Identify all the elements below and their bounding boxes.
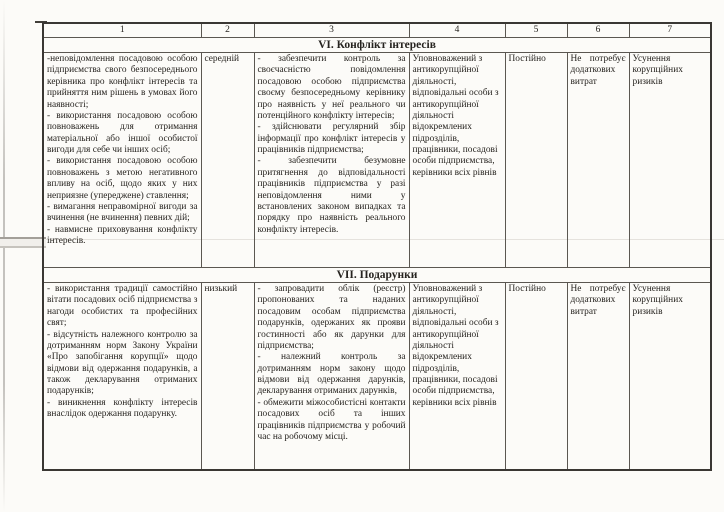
column-number-header: 7 xyxy=(629,23,711,38)
column-number-row xyxy=(43,23,711,38)
corruption-risk-table xyxy=(42,22,712,471)
risk-item: - використання традиції самостійно вітати посадових осіб підприємства з нагоди особистих та професійних свят; xyxy=(47,284,198,329)
result-cell xyxy=(629,53,711,268)
column-number-header: 5 xyxy=(505,23,567,38)
risk-item: - виникнення конфлікту інтересів внаслідок одержання подарунку. xyxy=(47,397,198,420)
resources-text: Не потребує додаткових витрат xyxy=(570,284,626,317)
column-number-header: 2 xyxy=(201,23,254,38)
fold-line-left-artifact xyxy=(0,237,46,248)
resources-cell xyxy=(567,283,629,470)
responsible-cell xyxy=(409,53,505,268)
risk-item: - навмисне приховування конфлікту інтересів. xyxy=(47,224,198,246)
measures-cell xyxy=(254,53,409,268)
section-vi-title-row xyxy=(43,38,711,53)
measure-item: - обмежити міжособистісні контакти посадових осіб та інших працівників підприємства у робочий час на робочому місці. xyxy=(257,397,406,442)
term-text: Постійно xyxy=(508,284,546,294)
responsible-text: Уповноважений з антикорупційної діяльності, відповідальні особи з антикорупційної діяльності відокремлених підрозділів, працівники, посадові особи підприємства, керівники всіх рівнів xyxy=(412,284,499,408)
expected-result-text: Усунення корупційних ризиків xyxy=(632,54,683,87)
column-number-header: 6 xyxy=(567,23,629,38)
section-title: VII. Подарунки xyxy=(43,268,711,283)
risk-level-cell xyxy=(201,283,254,470)
term-cell xyxy=(505,283,567,470)
result-cell xyxy=(629,283,711,470)
risk-item: - використання посадовою особою повноважень з метою негативного впливу на осіб, щодо яких у них неприязне (упереджене) ставлення; xyxy=(47,156,198,201)
column-number-header: 4 xyxy=(409,23,505,38)
column-number-header: 1 xyxy=(43,23,201,38)
risk-description-cell xyxy=(43,53,201,268)
risk-item: - використання посадовою особою повноважень для отримання матеріальної або іншої особистої вигоди для себе чи інших осіб; xyxy=(47,110,198,155)
measures-cell xyxy=(254,283,409,470)
risk-level: середній xyxy=(204,54,240,64)
risk-level: низький xyxy=(204,284,238,294)
responsible-text: Уповноважений з антикорупційної діяльності, відповідальні особи з антикорупційної діяльності відокремлених підрозділів, працівники, посадові особи підприємства, керівники всіх рівнів xyxy=(412,54,499,178)
term-cell xyxy=(505,53,567,268)
risk-item: - відсутність належного контролю за дотриманням норм Закону України «Про запобігання корупції» щодо відмови від одержання подарунків, а також декларування отриманих подарунків; xyxy=(47,329,198,397)
risk-item: - вимагання неправомірної вигоди за вчинення (не вчинення) певних дій; xyxy=(47,201,198,224)
measure-item: - належний контроль за дотриманням норм закону щодо відмови від одержання дарунків, декларування отриманих дарунків, xyxy=(257,352,406,397)
resources-cell xyxy=(567,53,629,268)
responsible-cell xyxy=(409,283,505,470)
resources-text: Не потребує додаткових витрат xyxy=(570,54,626,87)
page-edge-shadow xyxy=(3,0,5,512)
measure-item: - здійснювати регулярний збір інформації про конфлікт інтересів у працівників підприємства; xyxy=(257,122,406,155)
section-title: VI. Конфлікт інтересів xyxy=(43,38,711,53)
risk-level-cell xyxy=(201,53,254,268)
measure-item: - забезпечити безумовне притягнення до відповідальності працівників підприємства у разі неповідомлення ними у встановлених законом випадках та порядку про наявність реального конфлікту інтересів. xyxy=(257,156,406,235)
expected-result-text: Усунення корупційних ризиків xyxy=(632,284,683,317)
risk-description-cell xyxy=(43,283,201,470)
measure-item: - забезпечити контроль за своєчасністю повідомлення посадовою особою підприємства своєму безпосередньому керівнику про наявність у неї реального чи потенційного конфлікту інтересів; xyxy=(257,54,406,121)
column-number-header: 3 xyxy=(254,23,409,38)
measure-item: - запровадити облік (реєстр) пропонованих та наданих посадовим особам підприємства подарунків, одержаних як прояви гостинності або як дарунки для підприємства; xyxy=(257,284,406,351)
risk-item: -неповідомлення посадовою особою підприємства свого безпосереднього керівника про конфлікт інтересів та прийняття ним рішень в умовах його наявності; xyxy=(47,54,198,110)
section-vi-content-row xyxy=(43,53,711,268)
section-vii-title-row xyxy=(43,268,711,283)
term-text: Постійно xyxy=(508,54,546,64)
section-vii-content-row xyxy=(43,283,711,470)
